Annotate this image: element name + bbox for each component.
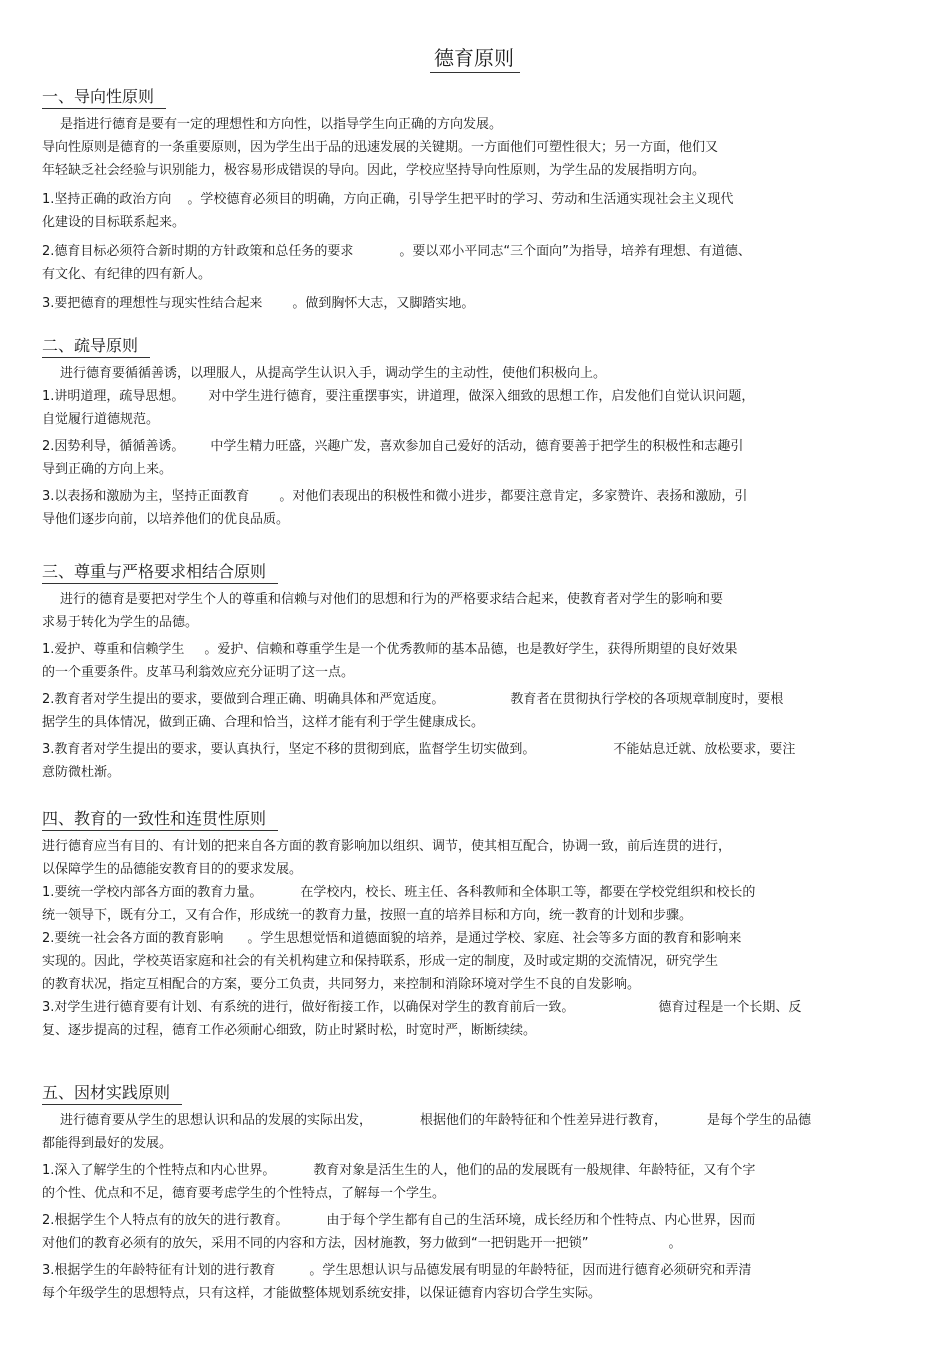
paragraph: 导向性原则是德育的一条重要原则，因为学生出于品的迅速发展的关键期。一方面他们可塑性很大；另一方面，他们又	[42, 140, 719, 155]
list-item: 1.爱护、尊重和信赖学生 。爱护、信赖和尊重学生是一个优秀教师的基本品德，也是教好学生，获得所期望的良好效果	[42, 642, 738, 657]
paragraph: 进行的德育是要把对学生个人的尊重和信赖与对他们的思想和行为的严格要求结合起来，使教育者对学生的影响和要	[60, 592, 724, 607]
section-heading: 三、尊重与严格要求相结合原则	[42, 561, 278, 584]
list-item: 2.因势利导，循循善诱。 中学生精力旺盛，兴趣广发，喜欢参加自己爱好的活动，德育要善于把学生的积极性和志趣引	[42, 439, 744, 454]
list-item: 1.坚持正确的政治方向 。学校德育必须目的明确，方向正确，引导学生把平时的学习、劳动和生活通实现社会主义现代	[42, 192, 734, 207]
list-item-cont: 自觉履行道德规范。	[42, 412, 160, 427]
list-item-cont: 复、逐步提高的过程，德育工作必须耐心细致，防止时紧时松，时宽时严，断断续续。	[42, 1023, 537, 1038]
list-item-cont: 的教育状况，指定互相配合的方案，要分工负责，共同努力，来控制和消除环境对学生不良的自发影响。	[42, 977, 641, 992]
section-heading: 一、导向性原则	[42, 86, 166, 109]
list-item-cont: 有文化、有纪律的四有新人。	[42, 267, 212, 282]
list-item-cont: 导他们逐步向前，以培养他们的优良品质。	[42, 512, 290, 527]
section-consistency	[42, 808, 912, 1042]
list-item-cont: 的一个重要条件。皮革马利翁效应充分证明了这一点。	[42, 665, 355, 680]
list-item-cont: 化建设的目标联系起来。	[42, 215, 186, 230]
list-item: 3.以表扬和激励为主，坚持正面教育 。对他们表现出的积极性和微小进步，都要注意肯定，多家赞许、表扬和激励，引	[42, 489, 748, 504]
section-respect	[42, 561, 912, 784]
section-guidance	[42, 86, 912, 315]
page-title: 德育原则	[0, 44, 950, 73]
list-item-cont: 每个年级学生的思想特点，只有这样，才能做整体规划系统安排，以保证德育内容切合学生实际。	[42, 1286, 602, 1301]
list-item-cont: 统一领导下，既有分工，又有合作，形成统一的教育力量，按照一直的培养目标和方向，统一教育的计划和步骤。	[42, 908, 693, 923]
section-counsel	[42, 335, 912, 531]
list-item: 3.教育者对学生提出的要求，要认真执行，坚定不移的贯彻到底，监督学生切实做到。 不能姑息迁就、放松要求，要注	[42, 742, 796, 757]
section-heading: 四、教育的一致性和连贯性原则	[42, 808, 278, 831]
paragraph: 求易于转化为学生的品德。	[42, 615, 199, 630]
list-item-cont: 的个性、优点和不足，德育要考虑学生的个性特点，了解每一个学生。	[42, 1186, 446, 1201]
list-item: 1.深入了解学生的个性特点和内心世界。 教育对象是活生生的人，他们的品的发展既有一般规律、年龄特征，又有个字	[42, 1163, 756, 1178]
list-item: 2.教育者对学生提出的要求，要做到合理正确、明确具体和严宽适度。 教育者在贯彻执行学校的各项规章制度时，要根	[42, 692, 784, 707]
list-item: 1.讲明道理，疏导思想。 对中学生进行德育，要注重摆事实，讲道理，做深入细致的思想工作，启发他们自觉认识问题，	[42, 389, 755, 404]
paragraph: 进行德育要循循善诱，以理服人，从提高学生认识入手，调动学生的主动性，使他们积极向上。	[60, 366, 607, 381]
paragraph: 是指进行德育是要有一定的理想性和方向性，以指导学生向正确的方向发展。	[60, 117, 503, 132]
paragraph: 以保障学生的品德能安教育目的的要求发展。	[42, 862, 303, 877]
list-item: 2.德育目标必须符合新时期的方针政策和总任务的要求 。要以邓小平同志“三个面向”为指导，培养有理想、有道德、	[42, 244, 751, 259]
list-item: 2.根据学生个人特点有的放矢的进行教育。 由于每个学生都有自己的生活环境，成长经历和个性特点、内心世界，因而	[42, 1213, 756, 1228]
list-item-cont: 据学生的具体情况，做到正确、合理和恰当，这样才能有利于学生健康成长。	[42, 715, 485, 730]
list-item: 2.要统一社会各方面的教育影响 。学生思想觉悟和道德面貌的培养，是通过学校、家庭、社会等多方面的教育和影响来	[42, 931, 742, 946]
paragraph: 都能得到最好的发展。	[42, 1136, 173, 1151]
section-heading: 五、因材实践原则	[42, 1082, 182, 1105]
section-individual	[42, 1082, 912, 1305]
list-item: 1.要统一学校内部各方面的教育力量。 在学校内，校长、班主任、各科教师和全体职工等，都要在学校党组织和校长的	[42, 885, 756, 900]
paragraph: 年轻缺乏社会经验与识别能力，极容易形成错误的导向。因此，学校应坚持导向性原则，为学生品的发展指明方向。	[42, 163, 706, 178]
list-item: 3.对学生进行德育要有计划、有系统的进行，做好衔接工作，以确保对学生的教育前后一致。 德育过程是一个长期、反	[42, 1000, 802, 1015]
list-item: 3.根据学生的年龄特征有计划的进行教育 。学生思想认识与品德发展有明显的年龄特征，因而进行德育必须研究和弄清	[42, 1263, 752, 1278]
list-item-cont: 对他们的教育必须有的放矢，采用不同的内容和方法，因材施教，努力做到“一把钥匙开一把锁” 。	[42, 1236, 682, 1251]
list-item: 3.要把德育的理想性与现实性结合起来 。做到胸怀大志，又脚踏实地。	[42, 296, 475, 311]
list-item-cont: 实现的。因此，学校英语家庭和社会的有关机构建立和保持联系，形成一定的制度，及时或定期的交流情况，研究学生	[42, 954, 719, 969]
section-heading: 二、疏导原则	[42, 335, 150, 358]
list-item-cont: 导到正确的方向上来。	[42, 462, 173, 477]
paragraph: 进行德育应当有目的、有计划的把来自各方面的教育影响加以组织、调节，使其相互配合，协调一致，前后连贯的进行，	[42, 839, 732, 854]
paragraph: 进行德育要从学生的思想认识和品的发展的实际出发， 根据他们的年龄特征和个性差异进行教育， 是每个学生的品德	[60, 1113, 812, 1128]
list-item-cont: 意防微杜渐。	[42, 765, 121, 780]
